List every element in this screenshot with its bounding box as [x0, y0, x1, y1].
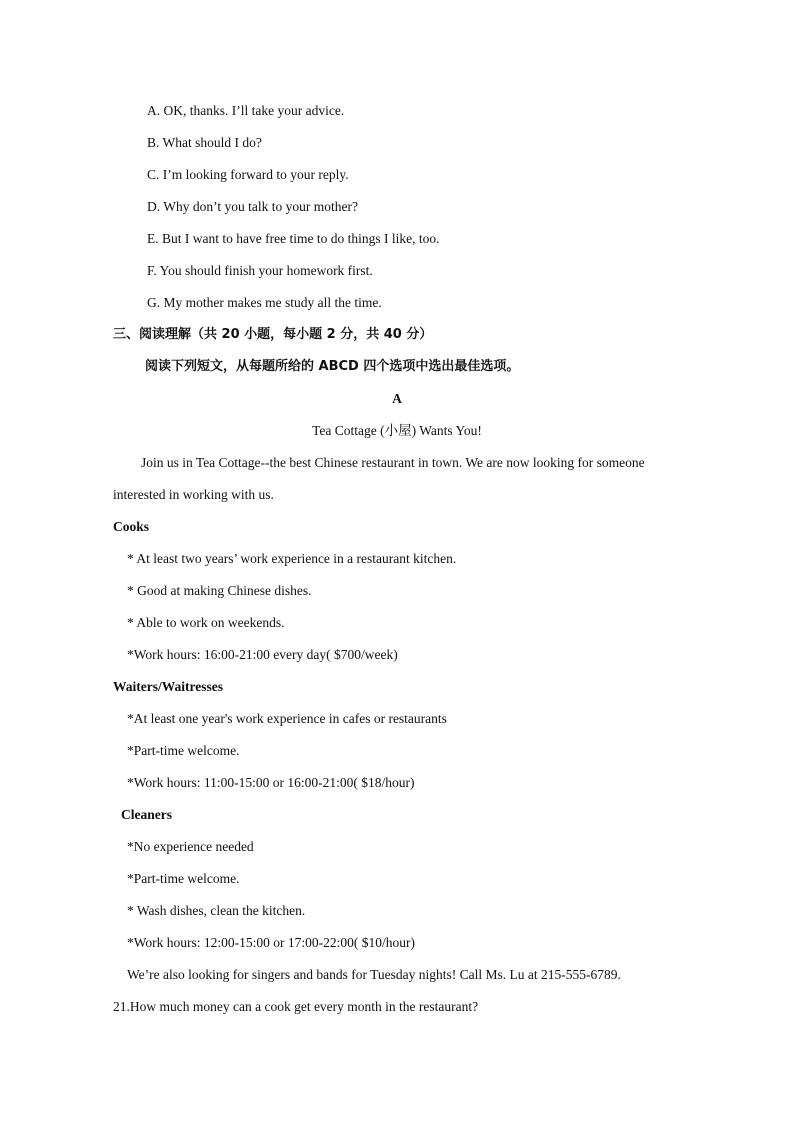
- cooks-heading: Cooks: [113, 519, 150, 534]
- cleaners-item: *No experience needed: [127, 839, 254, 854]
- cleaners-item: * Wash dishes, clean the kitchen.: [127, 903, 306, 918]
- option-g: G. My mother makes me study all the time.: [147, 295, 382, 310]
- waiters-item: *At least one year's work experience in cafes or restaurants: [127, 711, 447, 726]
- cooks-item: *Work hours: 16:00-21:00 every day( $700/week): [127, 647, 398, 662]
- option-a: A. OK, thanks. I’ll take your advice.: [147, 103, 345, 118]
- passage-closing: We’re also looking for singers and bands for Tuesday nights! Call Ms. Lu at 215-555-6789.: [127, 967, 621, 982]
- passage-letter: A: [392, 391, 402, 406]
- cleaners-item: *Part-time welcome.: [127, 871, 240, 886]
- cleaners-heading: Cleaners: [121, 807, 172, 822]
- waiters-item: *Work hours: 11:00-15:00 or 16:00-21:00( $18/hour): [127, 775, 415, 790]
- option-d: D. Why don’t you talk to your mother?: [147, 199, 358, 214]
- waiters-item: *Part-time welcome.: [127, 743, 240, 758]
- passage-intro-line1: Join us in Tea Cottage--the best Chinese restaurant in town. We are now looking for someone: [141, 455, 645, 470]
- section-instruction: 阅读下列短文，从每题所给的 ABCD 四个选项中选出最佳选项。: [145, 359, 520, 374]
- option-f: F. You should finish your homework first.: [147, 263, 373, 278]
- section-heading: 三、阅读理解（共 20 小题，每小题 2 分，共 40 分）: [113, 327, 433, 342]
- waiters-heading: Waiters/Waitresses: [113, 679, 223, 694]
- passage-title: Tea Cottage (小屋) Wants You!: [312, 423, 482, 438]
- passage-intro-line2: interested in working with us.: [113, 487, 274, 502]
- cooks-item: * Able to work on weekends.: [127, 615, 285, 630]
- option-b: B. What should I do?: [147, 135, 262, 150]
- option-c: C. I’m looking forward to your reply.: [147, 167, 349, 182]
- cooks-item: * At least two years’ work experience in a restaurant kitchen.: [127, 551, 457, 566]
- question-21: 21.How much money can a cook get every month in the restaurant?: [113, 999, 479, 1014]
- cleaners-item: *Work hours: 12:00-15:00 or 17:00-22:00( $10/hour): [127, 935, 416, 950]
- option-e: E. But I want to have free time to do things I like, too.: [147, 231, 440, 246]
- cooks-item: * Good at making Chinese dishes.: [127, 583, 312, 598]
